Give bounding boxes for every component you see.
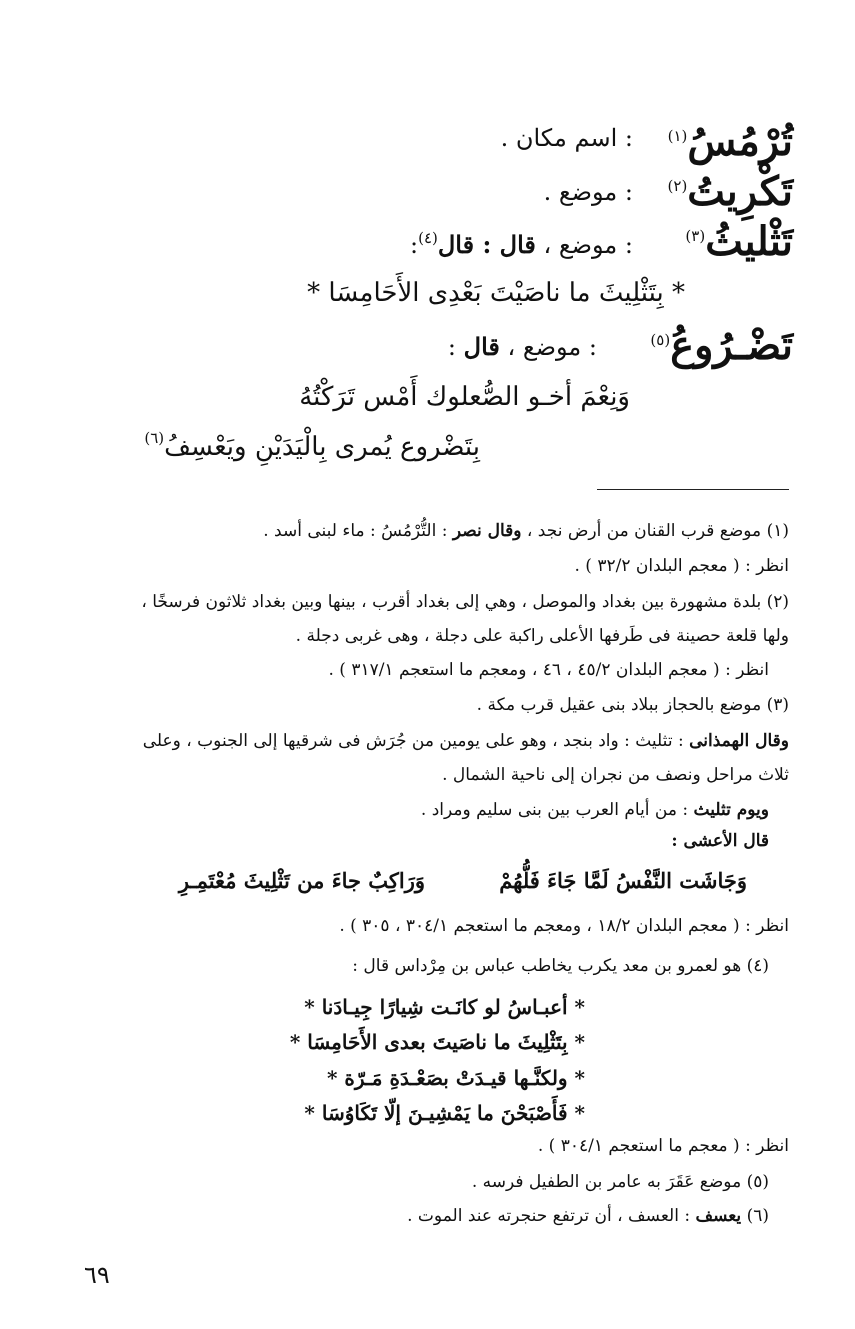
footnote-3-cont: قال الأعشى : (671, 831, 769, 851)
poem-line: * بِتَثْلِيثَ ما ناصَيتَ بعدى الأَحَامِسَا * (289, 1030, 585, 1054)
footnote-reference: انظر : ( معجم البلدان ١٨/٢ ، ومعجم ما استعجم ٣٠٤/١ ، ٣٠٥ ) . (339, 916, 789, 936)
entry-definition: : موضع ، قال : (447, 332, 597, 361)
footnote-reference: انظر : ( معجم البلدان ٤٥/٢ ، ٤٦ ، ومعجم ما استعجم ٣١٧/١ ) . (328, 660, 769, 680)
footnote-4: (٤) هو لعمرو بن معد يكرب يخاطب عباس بن مِرْداس قال : (352, 956, 769, 976)
footnote-3-cont: وقال الهمذانى : تثليث : واد بنجد ، وهو على يومين من جُرَش فى شرقيها إلى الجنوب ، وعلى (142, 731, 789, 751)
footnote-ref: (٦) (144, 429, 165, 447)
entry-turmus (668, 118, 793, 165)
footnote-2-cont: ولها قلعة حصينة فى طَرفها الأعلى راكبة على دجلة ، وهى غربى دجلة . (295, 626, 789, 646)
poem-line: * فَأَصْبَحْنَ ما يَمْشِيـنَ إلّا تَكَاوُسَا * (304, 1101, 585, 1125)
footnote-ref: (٤) (418, 229, 438, 247)
footnote-2: (٢) بلدة مشهورة بين بغداد والموصل ، وهي إلى بغداد أقرب ، بينها وبين بغداد ثلاثون فرسخًا ، (141, 592, 789, 612)
footnote-verse-right: وَجَاشَت النَّفْسُ لَمَّا جَاءَ فَلُّهُمْ (499, 868, 747, 893)
footnote-reference: انظر : ( معجم ما استعجم ٣٠٤/١ ) . (537, 1136, 789, 1156)
entry-definition: : اسم مكان . (500, 124, 633, 152)
entry-tathlith (685, 218, 793, 265)
entry-term: تَضْـرُوعُ (670, 322, 793, 369)
footnote-ref: (١) (667, 127, 688, 145)
footnote-ref: (٥) (650, 331, 671, 349)
footnote-6: (٦) يعسف : العسف ، أن ترتفع حنجرته عند الموت . (407, 1206, 769, 1226)
footnote-3: (٣) موضع بالحجاز ببلاد بنى عقيل قرب مكة . (476, 695, 789, 715)
page-number: ٦٩ (84, 1261, 110, 1289)
footnote-ref: (٣) (685, 227, 706, 245)
entry-term: تُرْمُسُ (687, 118, 793, 165)
footnote-ref: (٢) (667, 177, 688, 195)
verse-line: وَنِعْمَ أخـو الصُّعلوك أَمْس تَرَكْتُهُ (299, 382, 630, 412)
entry-term: تَثْليثُ (705, 218, 793, 265)
footnote-1: (١) موضع قرب القنان من أرض نجد ، وقال نصر : التُّرْمُسُ : ماء لبنى أسد . (263, 521, 789, 541)
verse-line: * بِتَثْلِيثَ ما ناصَيْتَ بَعْدِى الأَحَامِسَا * (307, 278, 685, 308)
entry-tadru (650, 322, 793, 369)
verse-line: بِتَضْروع يُمرى بِالْيَدَيْنِ ويَعْسِفُ$^{(٦)}$ (144, 429, 480, 462)
entry-definition: : موضع ، قال : قال$^{(٤)}$: (409, 229, 633, 259)
footnote-reference: انظر : ( معجم البلدان ٣٢/٢ ) . (574, 556, 789, 576)
entry-definition: : موضع . (543, 178, 633, 206)
poem-line: * ولكنَّـها قيـدَتْ بصَعْـدَةِ مَـرّة * (327, 1066, 585, 1090)
footnote-5: (٥) موضع عَقَرَ به عامر بن الطفيل فرسه . (471, 1172, 769, 1192)
entry-tikrit (668, 168, 793, 215)
poem-line: * أعبـاسُ لو كانَـت شِيارًا جِيـادَنا * (304, 995, 585, 1019)
footnote-3-cont: ويوم تثليث : من أيام العرب بين بنى سليم ومراد . (420, 800, 769, 820)
entry-term: تَكْرِيتُ (687, 168, 793, 215)
footnote-divider (597, 489, 789, 490)
footnote-verse-left: وَرَاكِبٌ جاءَ من تَثْلِيثَ مُعْتَمِـرِ (178, 868, 425, 893)
footnote-3-cont: ثلاث مراحل ونصف من نجران إلى ناحية الشمال . (442, 765, 789, 785)
